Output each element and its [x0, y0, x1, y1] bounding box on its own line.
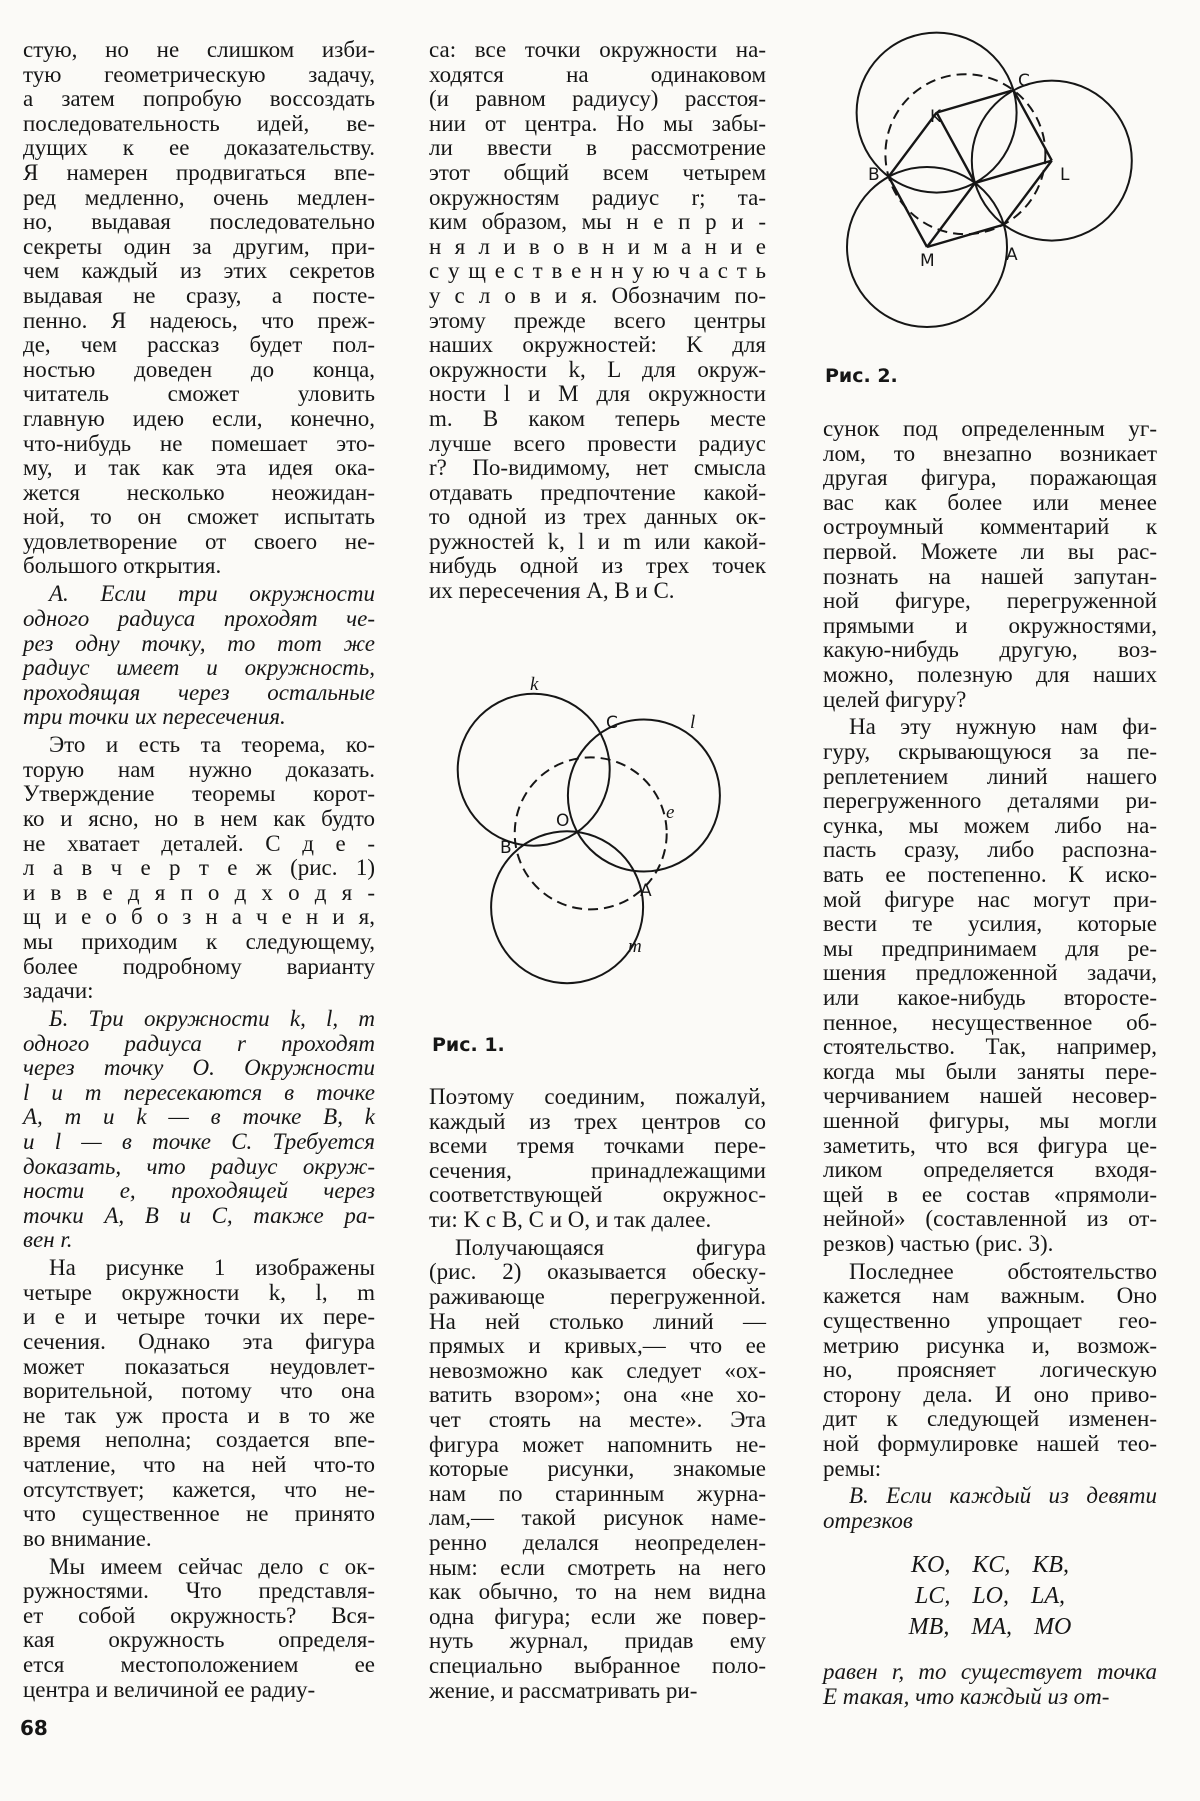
text-line: сунок под определенным уг-: [823, 416, 1157, 441]
text-line: но, выдавая последовательно: [23, 209, 375, 235]
text-line: стоятельство. Так, например,: [823, 1034, 1157, 1060]
text-line: доказать, что радиус окруж-: [23, 1153, 375, 1179]
text-line: у с л о в и я. Обозначим по-: [429, 282, 766, 308]
text-line: Последнее обстоятельство: [849, 1258, 1157, 1284]
text-line: читатель сможет уловить: [23, 381, 375, 407]
text-line: ред медленно, очень медлен-: [23, 184, 375, 210]
text-line: и в в е д я п о д х о д я -: [23, 879, 375, 905]
figure-1-labels: [500, 674, 695, 957]
text-line: дит к следующей изменен-: [823, 1406, 1157, 1432]
text-line: нейной» (составленной из от-: [823, 1206, 1157, 1232]
text-line: и l — в точке C. Требуется: [23, 1129, 375, 1155]
formula-item: LA,: [1031, 1583, 1066, 1609]
text-line: целей фигуру?: [823, 686, 967, 712]
text-line: невозможно как следует «ох-: [429, 1357, 766, 1383]
text-line: нии от центра. Но мы забы-: [429, 110, 766, 136]
figure-1-caption: Рис. 1.: [432, 1034, 505, 1056]
text-line: другая фигура, поражающая: [823, 465, 1157, 491]
text-line: дущих к ее доказательству.: [23, 135, 375, 161]
text-line: проходящая через остальные: [23, 679, 375, 705]
text-line: отсутствует; кажется, что не-: [23, 1476, 375, 1502]
text-line: А. Если три окружности: [49, 581, 375, 607]
text-line: кая окружность определя-: [23, 1627, 375, 1653]
text-line: ренно делался неопределен-: [429, 1529, 766, 1555]
formula-item: KB,: [1032, 1552, 1070, 1578]
label-B: B: [868, 165, 880, 185]
text-line: шенной фигуры, мы могли: [823, 1107, 1157, 1133]
text-line: задачи:: [23, 978, 94, 1004]
text-line: можно, полезную для наших: [823, 661, 1157, 687]
text-line: ходятся на одинаковом: [429, 61, 766, 87]
text-line: щей в ее состав «прямоли-: [823, 1181, 1157, 1207]
text-line: время неполна; создается впе-: [23, 1427, 375, 1453]
text-line: лам,— такой рисунок наме-: [429, 1505, 766, 1531]
text-line: прямых и кривых,— что ее: [429, 1333, 766, 1359]
text-line: l и m пересекаются в точке: [23, 1079, 375, 1105]
text-line: нуть журнал, придав ему: [429, 1628, 766, 1654]
text-line: ко и ясно, но в нем как будто: [23, 806, 375, 831]
text-line: гуру, скрывающуюся за пе-: [823, 739, 1157, 765]
formula-item: KO,: [910, 1552, 951, 1578]
text-line: са: все точки окружности на-: [429, 37, 766, 62]
text-line: когда мы были заняты пере-: [823, 1058, 1157, 1084]
text-line: ной формулировке нашей тео-: [823, 1430, 1157, 1456]
circle-k: [458, 694, 610, 846]
text-line: стую, но не слишком изби-: [23, 37, 375, 62]
text-line: ется местоположением ее: [23, 1652, 375, 1678]
text-line: точки A, B и C, также ра-: [23, 1202, 375, 1228]
figure-1: [458, 694, 720, 984]
figure-2: [847, 33, 1132, 327]
formula-item: LC,: [914, 1583, 951, 1609]
text-line: равен r, то существует точка: [823, 1659, 1157, 1684]
text-line: с у щ е с т в е н н у ю ч а с т ь: [429, 258, 766, 284]
text-line: чем каждый из этих секретов: [23, 258, 375, 284]
text-line: одного радиуса проходят че-: [23, 605, 375, 631]
text-line: вать ее постепенно. К иско-: [823, 861, 1157, 887]
text-line: большого открытия.: [23, 553, 222, 579]
text-line: Утверждение теоремы корот-: [23, 781, 375, 807]
text-line: четыре окружности k, l, m: [23, 1279, 375, 1305]
text-line: мы приходим к следующему,: [23, 928, 375, 954]
text-line: m. В каком теперь месте: [429, 405, 766, 431]
text-line: ности l и M для окружности: [429, 381, 766, 407]
text-line: Б. Три окружности k, l, m: [49, 1006, 375, 1032]
text-line: не так уж проста и в то же: [23, 1402, 375, 1428]
text-line: кажется нам важным. Оно: [823, 1283, 1157, 1309]
text-line: вас как более или менее: [823, 489, 1157, 515]
text-line: то одной из трех данных ок-: [429, 504, 766, 530]
text-line: вести те усилия, которые: [823, 911, 1157, 937]
label-A: A: [640, 881, 652, 901]
text-line: заметить, что вся фигура це-: [823, 1132, 1157, 1158]
circle-l: [568, 720, 720, 872]
text-line: черчиванием нашей несовер-: [823, 1083, 1157, 1109]
text-line: ворительной, потому что она: [23, 1378, 375, 1404]
text-line: специально выбранное поло-: [429, 1652, 766, 1678]
text-line: секреты один за другим, при-: [23, 233, 375, 259]
text-line: что существенное не принято: [23, 1501, 375, 1527]
circle-e-dashed: [885, 74, 1045, 234]
text-line: сечения, принадлежащими: [429, 1157, 766, 1183]
text-line: не хватает деталей. С д е -: [23, 830, 375, 856]
text-line: ватить взором»; она «не хо-: [429, 1382, 766, 1408]
text-line: На эту нужную нам фи-: [849, 714, 1157, 740]
text-line: Мы имеем сейчас дело с ок-: [49, 1553, 375, 1579]
text-line: торую нам нужно доказать.: [23, 756, 375, 782]
text-line: пенное, несущественное об-: [823, 1009, 1157, 1035]
text-line: ной, то он сможет испытать: [23, 504, 375, 530]
text-line: а затем попробую воссоздать: [23, 86, 375, 112]
text-line: сечения. Однако эта фигура: [23, 1329, 375, 1355]
text-line: во внимание.: [23, 1525, 152, 1551]
text-line: чатление, что на ней что-то: [23, 1452, 375, 1478]
text-line: прямыми и окружностями,: [823, 612, 1157, 638]
text-line: рез одну точку, то тот же: [23, 630, 375, 656]
text-line: л а в ч е р т е ж (рис. 1): [23, 855, 375, 881]
text-line: отдавать предпочтение какой-: [429, 479, 766, 505]
formula-item: KC,: [972, 1552, 1011, 1578]
text-line: ностью доведен до конца,: [23, 356, 375, 382]
text-line: В. Если каждый из девяти: [849, 1483, 1157, 1509]
text-line: мы предпринимаем для ре-: [823, 935, 1157, 961]
text-line: ким образом, мы н е п р и -: [429, 209, 766, 235]
text-line: ли ввести в рассмотрение: [429, 135, 766, 161]
text-line: нибудь одной из трех точек: [429, 553, 766, 579]
text-line: ет собой окружность? Вся-: [23, 1602, 375, 1628]
text-line: остроумный комментарий к: [823, 514, 1157, 540]
text-line: этот общий всем четырем: [429, 159, 766, 185]
text-line: н я л и в о в н и м а н и е: [429, 233, 766, 259]
text-line: более подробному варианту: [23, 953, 375, 979]
text-line: метрию рисунка и, возмож-: [823, 1332, 1157, 1358]
text-line: что-нибудь не помешает это-: [23, 430, 375, 456]
text-line: Это и есть та теорема, ко-: [49, 732, 375, 758]
text-line: вен r.: [23, 1227, 73, 1253]
label-e: e: [666, 802, 675, 823]
text-line: отрезков: [823, 1508, 913, 1534]
text-line: Поэтому соединим, пожалуй,: [429, 1084, 766, 1109]
text-line: пасть сразу, либо распозна-: [823, 837, 1157, 863]
label-L: L: [1060, 165, 1070, 185]
text-line: всеми тремя точками пере-: [429, 1133, 766, 1159]
label-C: C: [606, 713, 618, 733]
text-line: фигура может напомнить не-: [429, 1431, 766, 1457]
label-M: M: [920, 251, 935, 271]
text-line: радиус имеет и окружность,: [23, 655, 375, 681]
label-B: B: [500, 838, 512, 858]
text-line: Я намерен продвигаться впе-: [23, 159, 375, 185]
text-line: A, m и k — в точке B, k: [23, 1104, 375, 1130]
text-line: ружностями. Что представля-: [23, 1578, 375, 1604]
text-line: перегруженного деталями ри-: [823, 788, 1157, 814]
text-line: r? По-видимому, нет смысла: [429, 455, 766, 481]
text-line: выдавая не сразу, а посте-: [23, 282, 375, 308]
text-line: (и равном радиусу) расстоя-: [429, 86, 766, 112]
text-line: одна фигура; если же повер-: [429, 1603, 766, 1629]
text-line: окружности k, L для окруж-: [429, 356, 766, 382]
text-line: ремы:: [823, 1455, 882, 1481]
text-line: де, чем рассказ будет пол-: [23, 332, 375, 358]
text-line: три точки их пересечения.: [23, 704, 286, 730]
text-line: их пересечения A, B и C.: [429, 578, 675, 604]
text-line: нам по старинным журна-: [429, 1480, 766, 1506]
text-line: одного радиуса r проходят: [23, 1030, 375, 1056]
text-line: лучше всего провести радиус: [429, 430, 766, 456]
text-line: жется несколько неожидан-: [23, 479, 375, 505]
text-line: На рисунке 1 изображены: [49, 1255, 375, 1281]
text-line: ти: K с B, C и O, и так далее.: [429, 1206, 712, 1232]
text-line: чет стоять на месте». Эта: [429, 1407, 766, 1433]
text-line: наших окружностей: K для: [429, 332, 766, 358]
text-line: му, и так как эта идея ока-: [23, 455, 375, 481]
text-line: может показаться неудовлет-: [23, 1353, 375, 1379]
text-line: каждый из трех центров со: [429, 1108, 766, 1134]
label-C: C: [1018, 71, 1030, 91]
label-l: l: [690, 712, 696, 733]
text-line: шения предложенной задачи,: [823, 960, 1157, 986]
label-K: K: [930, 107, 942, 127]
text-line: но, проясняет логическую: [823, 1357, 1157, 1383]
label-m: m: [628, 936, 642, 957]
text-line: существенно упрощает гео-: [823, 1307, 1157, 1333]
text-line: удовлетворение от своего не-: [23, 528, 375, 554]
formula-item: MO: [1033, 1614, 1072, 1640]
text-line: ружностей k, l и m или какой-: [429, 528, 766, 554]
text-line: центра и величиной ее радиу-: [23, 1676, 316, 1702]
circle-m: [491, 831, 643, 983]
text-line: жение, и рассматривать ри-: [429, 1677, 698, 1703]
text-line: щ и е о б о з н а ч е н и я,: [23, 904, 375, 930]
text-line: пенно. Я надеюсь, что преж-: [23, 307, 375, 333]
text-line: главную идею если, конечно,: [23, 405, 375, 431]
text-line: лом, то внезапно возникает: [823, 440, 1157, 466]
formula-item: LO,: [972, 1583, 1010, 1609]
label-O: O: [556, 811, 570, 831]
formula-item: MA,: [971, 1614, 1012, 1640]
text-line: как обычно, то на нем видна: [429, 1579, 766, 1605]
text-line: сунка, мы можем либо на-: [823, 812, 1157, 838]
text-line: познать на нашей запутан-: [823, 563, 1157, 589]
text-line: ности e, проходящей через: [23, 1178, 375, 1204]
text-line: E такая, что каждый из от-: [823, 1683, 1110, 1709]
text-line: ликом определяется входя-: [823, 1157, 1157, 1183]
text-line: какую-нибудь другую, воз-: [823, 637, 1157, 663]
text-line: ным: если смотреть на него: [429, 1554, 766, 1580]
text-line: окружностям радиус r; та-: [429, 184, 766, 210]
label-A: A: [1006, 245, 1018, 265]
figure-2-caption: Рис. 2.: [825, 365, 898, 387]
text-line: сторону дела. И оно приво-: [823, 1381, 1157, 1407]
formula-item: MB,: [908, 1614, 950, 1640]
text-line: резков) частью (рис. 3).: [823, 1230, 1054, 1256]
text-line: тую геометрическую задачу,: [23, 61, 375, 87]
text-line: или какое-нибудь второсте-: [823, 984, 1157, 1010]
text-line: раживающе перегруженной.: [429, 1284, 766, 1310]
text-line: через точку O. Окружности: [23, 1055, 375, 1081]
text-line: которые рисунки, знакомые: [429, 1456, 766, 1482]
text-line: первой. Можете ли вы рас-: [823, 538, 1157, 564]
text-line: последовательность идей, ве-: [23, 110, 375, 136]
text-line: соответствующей окружнос-: [429, 1182, 766, 1208]
page-number: 68: [20, 1716, 48, 1740]
label-k: k: [530, 674, 539, 695]
text-line: и e и четыре точки их пере-: [23, 1304, 375, 1330]
text-line: На ней столько линий —: [429, 1308, 766, 1334]
text-line: Получающаяся фигура: [455, 1234, 766, 1260]
text-line: ной фигуре, перегруженной: [823, 588, 1157, 614]
text-line: (рис. 2) оказывается обеску-: [429, 1259, 766, 1285]
text-line: реплетением линий нашего: [823, 763, 1157, 789]
text-line: этому прежде всего центры: [429, 307, 766, 333]
text-line: мой фигуре нас могут при-: [823, 886, 1157, 912]
